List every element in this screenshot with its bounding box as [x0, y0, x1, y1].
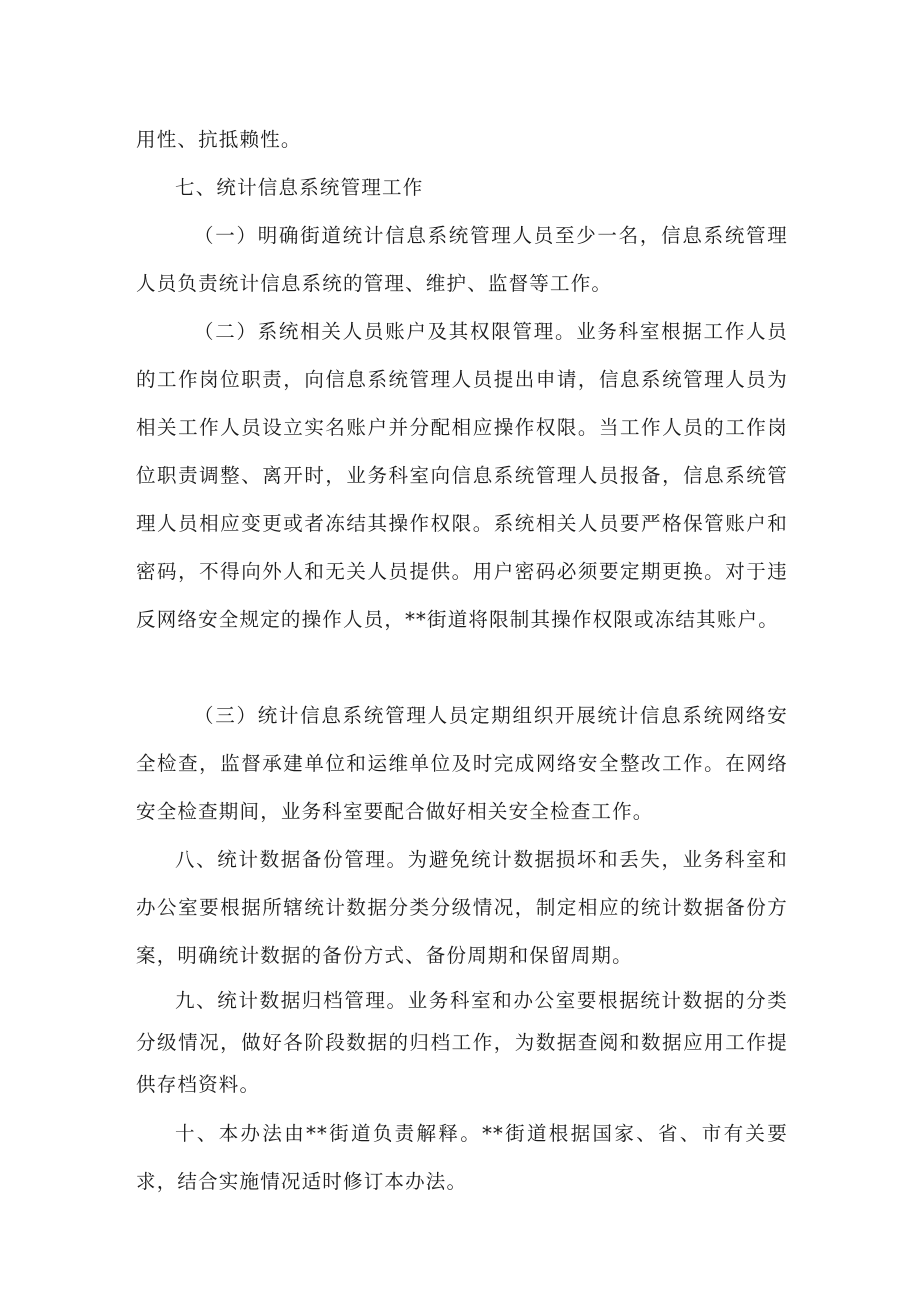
section-8-paragraph: 八、统计数据备份管理。为避免统计数据损坏和丢失，业务科室和办公室要根据所辖统计数据分类分级情况，制定相应的统计数据备份方案，明确统计数据的备份方式、备份周期和保留周期。 [136, 848, 788, 967]
section-10-paragraph: 十、本办法由**街道负责解释。**街道根据国家、省、市有关要求，结合实施情况适时修订本办法。 [136, 1122, 788, 1193]
section-7-item-3: （三）统计信息系统管理人员定期组织开展统计信息系统网络安全检查，监督承建单位和运维单位及时完成网络安全整改工作。在网络安全检查期间，业务科室要配合做好相关安全检查工作。 [136, 704, 788, 823]
paragraph-continuation: 用性、抗抵赖性。 [136, 128, 302, 151]
section-7-item-1: （一）明确街道统计信息系统管理人员至少一名，信息系统管理人员负责统计信息系统的管理、维护、监督等工作。 [136, 224, 788, 295]
section-9-paragraph: 九、统计数据归档管理。业务科室和办公室要根据统计数据的分类分级情况，做好各阶段数据的归档工作，为数据查阅和数据应用工作提供存档资料。 [136, 989, 788, 1096]
section-7-heading: 七、统计信息系统管理工作 [175, 176, 424, 199]
section-7-item-2: （二）系统相关人员账户及其权限管理。业务科室根据工作人员的工作岗位职责，向信息系统管理人员提出申请，信息系统管理人员为相关工作人员设立实名账户并分配相应操作权限。当工作人员的工作岗位职责调整、离开时，业务科室向信息系统管理人员报备，信息系统管理人员相应变更或者冻结其操作权限。系统相关人员要严格保管账户和密码，不得向外人和无关人员提供。用户密码必须要定期更换。对于违反网络安全规定的操作人员，**街道将限制其操作权限或冻结其账户。 [136, 320, 788, 631]
